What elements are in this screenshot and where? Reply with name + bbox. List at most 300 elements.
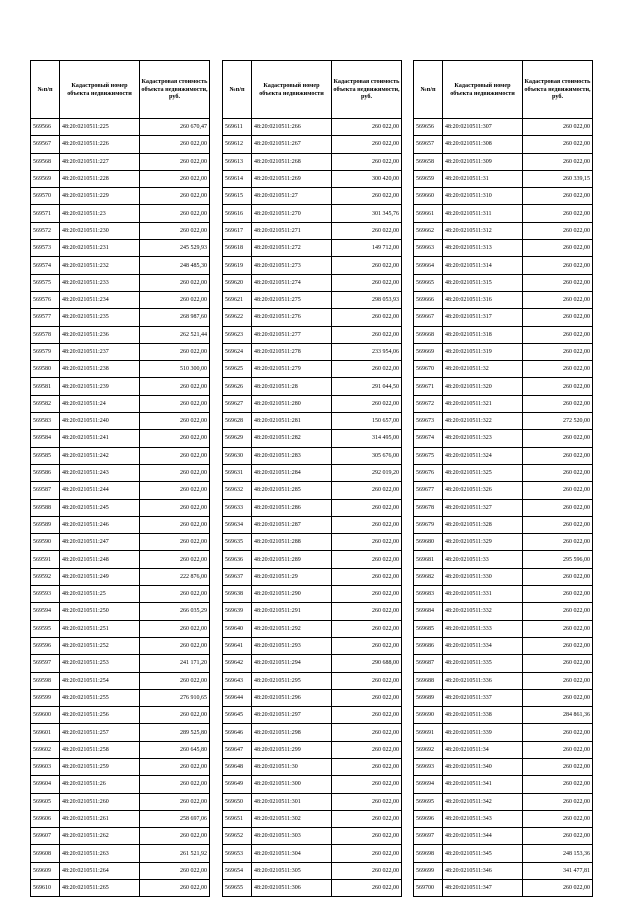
cadastral-cost: 260 022,00 bbox=[523, 343, 593, 360]
cadastral-cost: 260 022,00 bbox=[332, 637, 402, 654]
table-row bbox=[223, 862, 402, 879]
table-row bbox=[31, 689, 210, 706]
cadastral-number: 48:20:0210511:297 bbox=[252, 707, 332, 724]
row-number: 569635 bbox=[223, 534, 252, 551]
row-number: 569695 bbox=[414, 793, 443, 810]
cadastral-cost: 260 022,00 bbox=[523, 326, 593, 343]
cadastral-cost: 260 022,00 bbox=[523, 810, 593, 827]
row-number: 569668 bbox=[414, 326, 443, 343]
table-row bbox=[223, 343, 402, 360]
cadastral-cost: 305 676,00 bbox=[332, 447, 402, 464]
table-row bbox=[223, 741, 402, 758]
cadastral-number: 48:20:0210511:344 bbox=[443, 828, 523, 845]
cadastral-cost: 260 645,80 bbox=[140, 741, 210, 758]
table-row bbox=[414, 534, 593, 551]
table-row bbox=[31, 119, 210, 136]
cadastral-number: 48:20:0210511:308 bbox=[443, 136, 523, 153]
table-row bbox=[31, 620, 210, 637]
cadastral-number: 48:20:0210511:299 bbox=[252, 741, 332, 758]
cadastral-cost: 260 022,00 bbox=[332, 222, 402, 239]
table-row bbox=[31, 516, 210, 533]
table-row bbox=[414, 776, 593, 793]
row-number: 569577 bbox=[31, 309, 60, 326]
cadastral-cost: 260 022,00 bbox=[140, 637, 210, 654]
cadastral-cost: 149 712,00 bbox=[332, 240, 402, 257]
row-number: 569649 bbox=[223, 776, 252, 793]
row-number: 569575 bbox=[31, 274, 60, 291]
cadastral-number: 48:20:0210511:272 bbox=[252, 240, 332, 257]
table-row bbox=[31, 413, 210, 430]
table-row bbox=[414, 880, 593, 897]
row-number: 569670 bbox=[414, 361, 443, 378]
row-number: 569586 bbox=[31, 464, 60, 481]
table-row bbox=[31, 741, 210, 758]
row-number: 569614 bbox=[223, 170, 252, 187]
cadastral-cost: 260 022,00 bbox=[523, 828, 593, 845]
row-number: 569584 bbox=[31, 430, 60, 447]
table-row bbox=[414, 378, 593, 395]
row-number: 569568 bbox=[31, 153, 60, 170]
row-number: 569589 bbox=[31, 516, 60, 533]
row-number: 569621 bbox=[223, 291, 252, 308]
cadastral-cost: 241 171,20 bbox=[140, 655, 210, 672]
cadastral-number: 48:20:0210511:34 bbox=[443, 741, 523, 758]
row-number: 569644 bbox=[223, 689, 252, 706]
cadastral-cost: 260 022,00 bbox=[523, 257, 593, 274]
cadastral-cost: 260 022,00 bbox=[140, 828, 210, 845]
cadastral-number: 48:20:0210511:302 bbox=[252, 810, 332, 827]
table-row bbox=[223, 516, 402, 533]
table-row bbox=[223, 153, 402, 170]
cadastral-cost: 260 022,00 bbox=[332, 880, 402, 897]
table-row bbox=[223, 828, 402, 845]
cadastral-number: 48:20:0210511:228 bbox=[60, 170, 140, 187]
cadastral-number: 48:20:0210511:25 bbox=[60, 586, 140, 603]
cadastral-number: 48:20:0210511:280 bbox=[252, 395, 332, 412]
row-number: 569684 bbox=[414, 603, 443, 620]
row-number: 569611 bbox=[223, 119, 252, 136]
table-row bbox=[414, 793, 593, 810]
row-number: 569696 bbox=[414, 810, 443, 827]
cadastral-cost: 260 022,00 bbox=[523, 603, 593, 620]
row-number: 569623 bbox=[223, 326, 252, 343]
row-number: 569651 bbox=[223, 810, 252, 827]
cadastral-cost: 260 022,00 bbox=[140, 205, 210, 222]
table-row bbox=[223, 810, 402, 827]
cadastral-number: 48:20:0210511:239 bbox=[60, 378, 140, 395]
table-row bbox=[31, 568, 210, 585]
row-number: 569700 bbox=[414, 880, 443, 897]
cadastral-number: 48:20:0210511:278 bbox=[252, 343, 332, 360]
table-row bbox=[223, 395, 402, 412]
cadastral-cost: 260 022,00 bbox=[332, 395, 402, 412]
cadastral-cost: 260 022,00 bbox=[332, 482, 402, 499]
cadastral-number: 48:20:0210511:249 bbox=[60, 568, 140, 585]
table-row bbox=[414, 516, 593, 533]
row-number: 569698 bbox=[414, 845, 443, 862]
cadastral-number: 48:20:0210511:301 bbox=[252, 793, 332, 810]
cadastral-cost: 260 022,00 bbox=[140, 707, 210, 724]
cadastral-number: 48:20:0210511:318 bbox=[443, 326, 523, 343]
cadastral-table-3 bbox=[413, 60, 593, 897]
row-number: 569676 bbox=[414, 464, 443, 481]
cadastral-cost: 266 035,29 bbox=[140, 603, 210, 620]
row-number: 569610 bbox=[31, 880, 60, 897]
cadastral-number: 48:20:0210511:313 bbox=[443, 240, 523, 257]
table-row bbox=[223, 776, 402, 793]
row-number: 569594 bbox=[31, 603, 60, 620]
cadastral-cost: 260 022,00 bbox=[140, 274, 210, 291]
row-number: 569585 bbox=[31, 447, 60, 464]
cadastral-number: 48:20:0210511:317 bbox=[443, 309, 523, 326]
cadastral-number: 48:20:0210511:260 bbox=[60, 793, 140, 810]
cadastral-cost: 260 022,00 bbox=[332, 326, 402, 343]
cadastral-number: 48:20:0210511:256 bbox=[60, 707, 140, 724]
cadastral-cost: 260 022,00 bbox=[140, 170, 210, 187]
cadastral-number: 48:20:0210511:27 bbox=[252, 188, 332, 205]
cadastral-cost: 260 022,00 bbox=[523, 516, 593, 533]
cadastral-cost: 260 022,00 bbox=[332, 724, 402, 741]
table-row bbox=[223, 447, 402, 464]
cadastral-cost: 341 477,81 bbox=[523, 862, 593, 879]
row-number: 569593 bbox=[31, 586, 60, 603]
cadastral-number: 48:20:0210511:287 bbox=[252, 516, 332, 533]
row-number: 569597 bbox=[31, 655, 60, 672]
cadastral-number: 48:20:0210511:286 bbox=[252, 499, 332, 516]
cadastral-number: 48:20:0210511:233 bbox=[60, 274, 140, 291]
cadastral-cost: 260 022,00 bbox=[140, 430, 210, 447]
cadastral-cost: 260 022,00 bbox=[140, 291, 210, 308]
cadastral-number: 48:20:0210511:276 bbox=[252, 309, 332, 326]
cadastral-cost: 260 022,00 bbox=[523, 205, 593, 222]
cadastral-cost: 510 300,00 bbox=[140, 361, 210, 378]
table-row bbox=[223, 361, 402, 378]
row-number: 569617 bbox=[223, 222, 252, 239]
cadastral-number: 48:20:0210511:332 bbox=[443, 603, 523, 620]
cadastral-cost: 292 019,20 bbox=[332, 464, 402, 481]
cadastral-number: 48:20:0210511:264 bbox=[60, 862, 140, 879]
row-number: 569628 bbox=[223, 413, 252, 430]
cadastral-cost: 260 022,00 bbox=[140, 620, 210, 637]
table-row bbox=[414, 620, 593, 637]
row-number: 569625 bbox=[223, 361, 252, 378]
cadastral-cost: 260 022,00 bbox=[332, 672, 402, 689]
row-number: 569677 bbox=[414, 482, 443, 499]
row-number: 569689 bbox=[414, 689, 443, 706]
row-number: 569570 bbox=[31, 188, 60, 205]
cadastral-number: 48:20:0210511:28 bbox=[252, 378, 332, 395]
cadastral-cost: 260 670,47 bbox=[140, 119, 210, 136]
cadastral-number: 48:20:0210511:307 bbox=[443, 119, 523, 136]
cadastral-cost: 260 022,00 bbox=[332, 516, 402, 533]
table-row bbox=[414, 810, 593, 827]
row-number: 569645 bbox=[223, 707, 252, 724]
table-row bbox=[414, 119, 593, 136]
cadastral-cost: 300 420,00 bbox=[332, 170, 402, 187]
cadastral-cost: 260 022,00 bbox=[140, 758, 210, 775]
cadastral-cost: 260 022,00 bbox=[523, 136, 593, 153]
header-num: №п/п bbox=[414, 61, 443, 119]
table-row bbox=[31, 724, 210, 741]
table-row bbox=[31, 464, 210, 481]
cadastral-number: 48:20:0210511:300 bbox=[252, 776, 332, 793]
cadastral-number: 48:20:0210511:305 bbox=[252, 862, 332, 879]
cadastral-cost: 260 022,00 bbox=[332, 845, 402, 862]
table-row bbox=[31, 810, 210, 827]
cadastral-cost: 260 022,00 bbox=[140, 413, 210, 430]
cadastral-number: 48:20:0210511:334 bbox=[443, 637, 523, 654]
cadastral-cost: 260 022,00 bbox=[332, 707, 402, 724]
row-number: 569591 bbox=[31, 551, 60, 568]
cadastral-number: 48:20:0210511:331 bbox=[443, 586, 523, 603]
cadastral-number: 48:20:0210511:293 bbox=[252, 637, 332, 654]
table-row bbox=[414, 464, 593, 481]
row-number: 569576 bbox=[31, 291, 60, 308]
cadastral-cost: 260 022,00 bbox=[332, 551, 402, 568]
cadastral-number: 48:20:0210511:323 bbox=[443, 430, 523, 447]
table-row bbox=[223, 637, 402, 654]
cadastral-number: 48:20:0210511:237 bbox=[60, 343, 140, 360]
table-row bbox=[414, 586, 593, 603]
cadastral-cost: 260 022,00 bbox=[523, 637, 593, 654]
cadastral-number: 48:20:0210511:235 bbox=[60, 309, 140, 326]
table-row bbox=[223, 240, 402, 257]
cadastral-number: 48:20:0210511:267 bbox=[252, 136, 332, 153]
table-row bbox=[414, 741, 593, 758]
cadastral-cost: 272 520,00 bbox=[523, 413, 593, 430]
row-number: 569666 bbox=[414, 291, 443, 308]
row-number: 569641 bbox=[223, 637, 252, 654]
cadastral-cost: 260 022,00 bbox=[523, 153, 593, 170]
cadastral-number: 48:20:0210511:32 bbox=[443, 361, 523, 378]
row-number: 569691 bbox=[414, 724, 443, 741]
cadastral-cost: 260 022,00 bbox=[523, 499, 593, 516]
table-row bbox=[31, 655, 210, 672]
cadastral-number: 48:20:0210511:304 bbox=[252, 845, 332, 862]
row-number: 569660 bbox=[414, 188, 443, 205]
table-row bbox=[414, 862, 593, 879]
cadastral-number: 48:20:0210511:24 bbox=[60, 395, 140, 412]
table-row bbox=[223, 655, 402, 672]
row-number: 569601 bbox=[31, 724, 60, 741]
row-number: 569674 bbox=[414, 430, 443, 447]
cadastral-number: 48:20:0210511:336 bbox=[443, 672, 523, 689]
cadastral-number: 48:20:0210511:230 bbox=[60, 222, 140, 239]
row-number: 569588 bbox=[31, 499, 60, 516]
row-number: 569604 bbox=[31, 776, 60, 793]
table-row bbox=[31, 776, 210, 793]
cadastral-number: 48:20:0210511:322 bbox=[443, 413, 523, 430]
cadastral-cost: 248 153,36 bbox=[523, 845, 593, 862]
cadastral-number: 48:20:0210511:279 bbox=[252, 361, 332, 378]
cadastral-number: 48:20:0210511:234 bbox=[60, 291, 140, 308]
cadastral-number: 48:20:0210511:269 bbox=[252, 170, 332, 187]
cadastral-cost: 260 022,00 bbox=[523, 378, 593, 395]
cadastral-cost: 260 022,00 bbox=[332, 274, 402, 291]
table-row bbox=[31, 551, 210, 568]
cadastral-number: 48:20:0210511:247 bbox=[60, 534, 140, 551]
row-number: 569613 bbox=[223, 153, 252, 170]
cadastral-cost: 291 044,50 bbox=[332, 378, 402, 395]
cadastral-number: 48:20:0210511:288 bbox=[252, 534, 332, 551]
row-number: 569606 bbox=[31, 810, 60, 827]
cadastral-cost: 260 022,00 bbox=[140, 672, 210, 689]
table-row bbox=[414, 724, 593, 741]
row-number: 569662 bbox=[414, 222, 443, 239]
table-row bbox=[223, 551, 402, 568]
row-number: 569626 bbox=[223, 378, 252, 395]
row-number: 569634 bbox=[223, 516, 252, 533]
row-number: 569605 bbox=[31, 793, 60, 810]
cadastral-number: 48:20:0210511:274 bbox=[252, 274, 332, 291]
table-row bbox=[31, 326, 210, 343]
table-row bbox=[414, 274, 593, 291]
cadastral-cost: 260 022,00 bbox=[332, 153, 402, 170]
cadastral-cost: 295 596,00 bbox=[523, 551, 593, 568]
cadastral-number: 48:20:0210511:277 bbox=[252, 326, 332, 343]
row-number: 569583 bbox=[31, 413, 60, 430]
cadastral-number: 48:20:0210511:257 bbox=[60, 724, 140, 741]
row-number: 569679 bbox=[414, 516, 443, 533]
row-number: 569663 bbox=[414, 240, 443, 257]
table-row bbox=[414, 257, 593, 274]
cadastral-cost: 260 022,00 bbox=[523, 274, 593, 291]
cadastral-number: 48:20:0210511:262 bbox=[60, 828, 140, 845]
cadastral-cost: 260 022,00 bbox=[523, 119, 593, 136]
row-number: 569603 bbox=[31, 758, 60, 775]
cadastral-number: 48:20:0210511:23 bbox=[60, 205, 140, 222]
header-num: №п/п bbox=[31, 61, 60, 119]
row-number: 569571 bbox=[31, 205, 60, 222]
cadastral-number: 48:20:0210511:255 bbox=[60, 689, 140, 706]
cadastral-cost: 314 495,00 bbox=[332, 430, 402, 447]
cadastral-cost: 260 022,00 bbox=[140, 447, 210, 464]
table-row bbox=[414, 240, 593, 257]
cadastral-number: 48:20:0210511:232 bbox=[60, 257, 140, 274]
row-number: 569602 bbox=[31, 741, 60, 758]
cadastral-number: 48:20:0210511:321 bbox=[443, 395, 523, 412]
table-row bbox=[414, 655, 593, 672]
cadastral-cost: 260 022,00 bbox=[332, 188, 402, 205]
cadastral-cost: 260 022,00 bbox=[523, 447, 593, 464]
cadastral-number: 48:20:0210511:312 bbox=[443, 222, 523, 239]
table-row bbox=[414, 309, 593, 326]
cadastral-cost: 284 861,36 bbox=[523, 707, 593, 724]
table-row bbox=[31, 153, 210, 170]
cadastral-cost: 260 022,00 bbox=[332, 793, 402, 810]
table-row bbox=[31, 430, 210, 447]
table-header-row bbox=[223, 61, 402, 119]
cadastral-cost: 261 521,92 bbox=[140, 845, 210, 862]
table-row bbox=[223, 430, 402, 447]
cadastral-cost: 260 022,00 bbox=[140, 188, 210, 205]
cadastral-cost: 260 022,00 bbox=[332, 689, 402, 706]
cadastral-cost: 150 657,00 bbox=[332, 413, 402, 430]
row-number: 569599 bbox=[31, 689, 60, 706]
cadastral-cost: 245 529,93 bbox=[140, 240, 210, 257]
table-row bbox=[31, 707, 210, 724]
row-number: 569669 bbox=[414, 343, 443, 360]
row-number: 569647 bbox=[223, 741, 252, 758]
cadastral-number: 48:20:0210511:330 bbox=[443, 568, 523, 585]
cadastral-number: 48:20:0210511:29 bbox=[252, 568, 332, 585]
row-number: 569654 bbox=[223, 862, 252, 879]
cadastral-cost: 260 022,00 bbox=[523, 568, 593, 585]
row-number: 569619 bbox=[223, 257, 252, 274]
table-row bbox=[31, 586, 210, 603]
row-number: 569600 bbox=[31, 707, 60, 724]
row-number: 569572 bbox=[31, 222, 60, 239]
table-row bbox=[414, 689, 593, 706]
cadastral-cost: 260 022,00 bbox=[523, 724, 593, 741]
cadastral-cost: 260 022,00 bbox=[332, 499, 402, 516]
row-number: 569683 bbox=[414, 586, 443, 603]
cadastral-number: 48:20:0210511:270 bbox=[252, 205, 332, 222]
cadastral-cost: 260 022,00 bbox=[332, 620, 402, 637]
table-row bbox=[31, 828, 210, 845]
cadastral-cost: 260 022,00 bbox=[140, 534, 210, 551]
cadastral-cost: 260 022,00 bbox=[523, 672, 593, 689]
cadastral-number: 48:20:0210511:263 bbox=[60, 845, 140, 862]
cadastral-number: 48:20:0210511:339 bbox=[443, 724, 523, 741]
cadastral-cost: 260 022,00 bbox=[332, 136, 402, 153]
table-row bbox=[31, 136, 210, 153]
cadastral-number: 48:20:0210511:309 bbox=[443, 153, 523, 170]
table-row bbox=[31, 170, 210, 187]
table-row bbox=[223, 274, 402, 291]
cadastral-cost: 260 022,00 bbox=[332, 257, 402, 274]
table-row bbox=[31, 378, 210, 395]
cadastral-cost: 260 022,00 bbox=[523, 464, 593, 481]
table-row bbox=[223, 482, 402, 499]
row-number: 569596 bbox=[31, 637, 60, 654]
table-row bbox=[223, 499, 402, 516]
cadastral-number: 48:20:0210511:271 bbox=[252, 222, 332, 239]
cadastral-number: 48:20:0210511:290 bbox=[252, 586, 332, 603]
table-row bbox=[414, 845, 593, 862]
row-number: 569685 bbox=[414, 620, 443, 637]
row-number: 569580 bbox=[31, 361, 60, 378]
row-number: 569673 bbox=[414, 413, 443, 430]
cadastral-cost: 260 022,00 bbox=[140, 153, 210, 170]
cadastral-number: 48:20:0210511:33 bbox=[443, 551, 523, 568]
header-cadastral-cost: Кадастровая стоимость объекта недвижимости, руб. bbox=[523, 61, 593, 119]
row-number: 569566 bbox=[31, 119, 60, 136]
cadastral-cost: 260 022,00 bbox=[140, 516, 210, 533]
cadastral-cost: 260 022,00 bbox=[332, 741, 402, 758]
cadastral-number: 48:20:0210511:268 bbox=[252, 153, 332, 170]
table-row bbox=[414, 447, 593, 464]
cadastral-cost: 260 022,00 bbox=[523, 776, 593, 793]
cadastral-cost: 260 022,00 bbox=[332, 309, 402, 326]
cadastral-table-1 bbox=[30, 60, 210, 897]
cadastral-cost: 260 022,00 bbox=[523, 240, 593, 257]
cadastral-cost: 260 022,00 bbox=[332, 828, 402, 845]
row-number: 569618 bbox=[223, 240, 252, 257]
cadastral-cost: 260 022,00 bbox=[523, 620, 593, 637]
row-number: 569699 bbox=[414, 862, 443, 879]
cadastral-cost: 260 022,00 bbox=[523, 188, 593, 205]
cadastral-number: 48:20:0210511:294 bbox=[252, 655, 332, 672]
cadastral-number: 48:20:0210511:343 bbox=[443, 810, 523, 827]
row-number: 569682 bbox=[414, 568, 443, 585]
cadastral-number: 48:20:0210511:329 bbox=[443, 534, 523, 551]
table-row bbox=[31, 240, 210, 257]
header-cadastral-number: Кадастровый номер объекта недвижимости bbox=[443, 61, 523, 119]
cadastral-number: 48:20:0210511:258 bbox=[60, 741, 140, 758]
cadastral-number: 48:20:0210511:26 bbox=[60, 776, 140, 793]
row-number: 569633 bbox=[223, 499, 252, 516]
